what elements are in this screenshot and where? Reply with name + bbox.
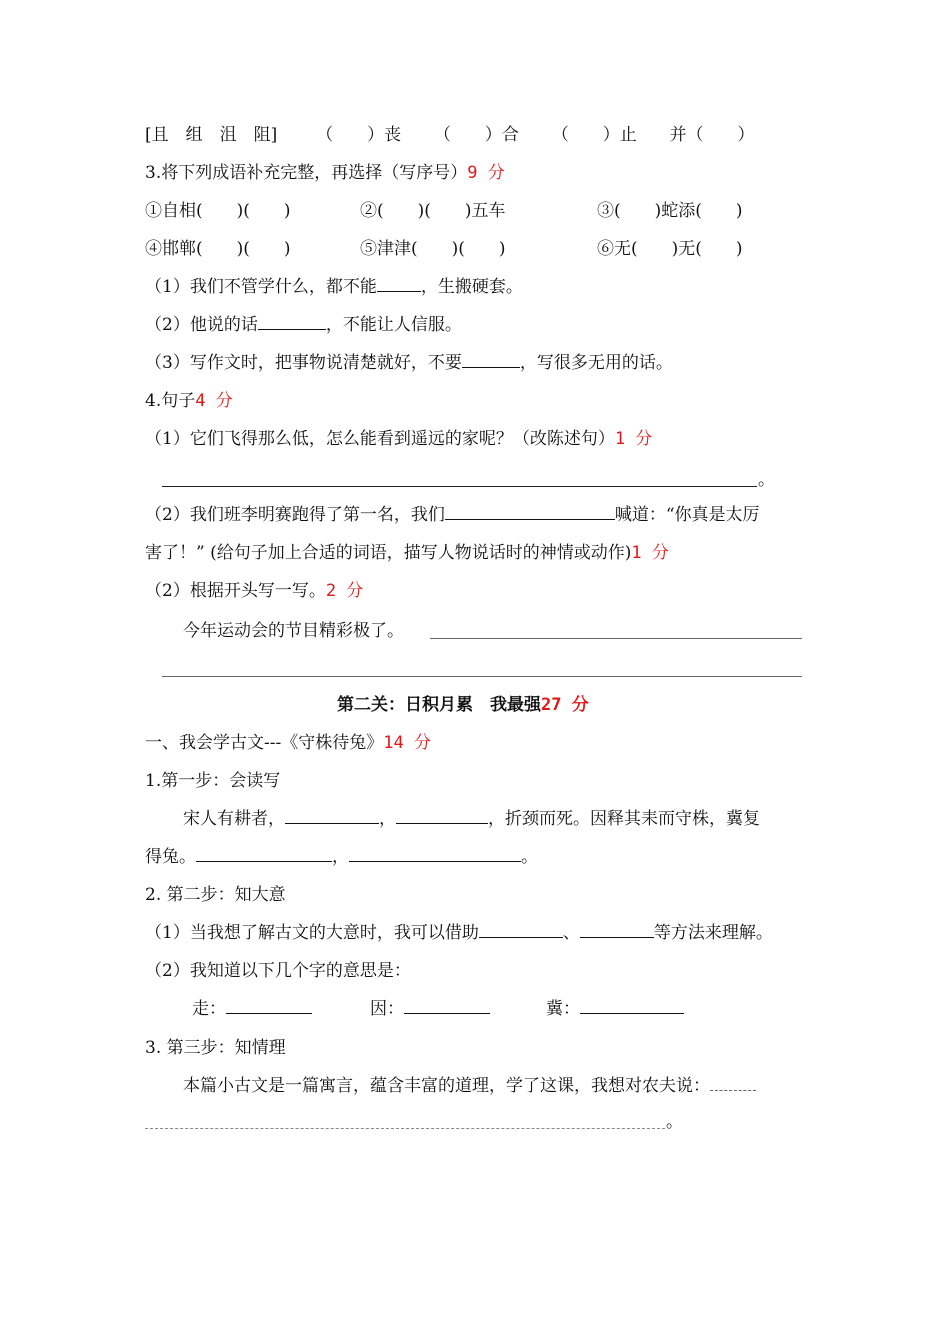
section2-title: 第二关：日积月累 我最强27 分 (337, 695, 589, 715)
word-ji: 冀： (546, 999, 580, 1019)
idiom-row-2 (145, 237, 743, 261)
q4-s1-end: 。 (758, 470, 775, 490)
q4-title: 4.句子4 分 (145, 391, 233, 411)
q4-sentence-2-cont: 害了！” (给句子加上合适的词语，描写人物说话时的神情或动作)1 分 (145, 543, 669, 563)
step3: 3. 第三步：知情理 (145, 1038, 286, 1058)
moral-line: 本篇小古文是一篇寓言，蕴含丰富的道理，学了这课，我想对农夫说： (183, 1074, 756, 1098)
radical-blank-1[interactable]: （ ）丧 (316, 125, 402, 145)
step2-blank-1[interactable] (479, 921, 563, 938)
q4-sentence-1: （1）它们飞得那么低，怎么能看到遥远的家呢？（改陈述句）1 分 (145, 429, 653, 449)
q4-answer-line-2[interactable] (430, 638, 802, 639)
q3-sentence-2: （2）他说的话 ，不能让人信服。 (145, 315, 462, 335)
q4-answer-line-3[interactable] (162, 676, 802, 677)
text-blank-2[interactable] (396, 807, 488, 824)
step2-blank-2[interactable] (580, 921, 654, 938)
step1: 1.第一步：会读写 (145, 771, 281, 791)
idiom-2[interactable]: ②( )( )五车 (360, 201, 506, 221)
q3-title: 3.将下列成语补充完整，再选择（写序号）9 分 (145, 163, 505, 183)
q3-sentence-1: （1）我们不管学什么，都不能 ，生搬硬套。 (145, 277, 523, 297)
idiom-1[interactable]: ①自相( )( ) (145, 201, 291, 221)
q3-score: 9 分 (467, 163, 505, 183)
word-ji-blank[interactable] (580, 997, 684, 1014)
moral-end: 。 (666, 1112, 683, 1132)
section2-score: 27 分 (541, 695, 589, 715)
word-zou: 走： (192, 999, 226, 1019)
q4-answer-line-1[interactable] (162, 486, 757, 487)
idiom-3[interactable]: ③( )蛇添( ) (597, 201, 743, 221)
step2-q2: （2）我知道以下几个字的意思是： (145, 961, 411, 981)
text-line-2: 得兔。 ， 。 (145, 847, 538, 867)
q4-score: 4 分 (195, 391, 233, 411)
part1-title: 一、我会学古文---《守株待兔》14 分 (145, 733, 431, 753)
text-blank-1[interactable] (285, 807, 379, 824)
part1-score: 14 分 (383, 733, 431, 753)
word-meanings (192, 997, 684, 1021)
text-line-1: 宋人有耕者， ， ，折颈而死。因释其耒而守株，冀复 (183, 809, 760, 829)
radical-blank-2[interactable]: （ ）合 (433, 125, 519, 145)
q4-s3-score: 2 分 (325, 581, 364, 601)
q3-blank-3[interactable] (462, 351, 520, 368)
step2: 2. 第二步：知大意 (145, 885, 286, 905)
step2-q1: （1）当我想了解古文的大意时，我可以借助 、 等方法来理解。 (145, 923, 773, 943)
word-yin-blank[interactable] (404, 997, 490, 1014)
q4-s1-score: 1 分 (614, 429, 653, 449)
radical-group: [且 组 沮 阻] (145, 125, 278, 145)
q4-s2-score: 1 分 (631, 543, 669, 563)
q3-sentence-3: （3）写作文时，把事物说清楚就好，不要 ，写很多无用的话。 (145, 353, 673, 373)
moral-answer-line[interactable] (145, 1128, 665, 1129)
moral-blank-start[interactable] (710, 1074, 756, 1091)
word-zou-blank[interactable] (226, 997, 312, 1014)
q4-s3-start: 今年运动会的节目精彩极了。 (183, 621, 404, 641)
text-blank-3[interactable] (196, 845, 332, 862)
radical-row (145, 123, 755, 147)
q3-blank-2[interactable] (258, 313, 326, 330)
q3-blank-1[interactable] (377, 275, 421, 292)
word-yin: 因： (370, 999, 404, 1019)
idiom-row-1 (145, 199, 743, 223)
radical-blank-3[interactable]: （ ）止 (551, 125, 637, 145)
idiom-6[interactable]: ⑥无( )无( ) (597, 239, 743, 259)
text-blank-4[interactable] (349, 845, 521, 862)
q4-sentence-3: （2）根据开头写一写。2 分 (145, 581, 364, 601)
q4-blank-2[interactable] (445, 503, 615, 520)
idiom-4[interactable]: ④邯郸( )( ) (145, 239, 291, 259)
radical-blank-4[interactable]: 并（ ） (669, 125, 755, 145)
idiom-5[interactable]: ⑤津津( )( ) (360, 239, 506, 259)
q4-sentence-2: （2）我们班李明赛跑得了第一名，我们 喊道：“你真是太厉 (145, 505, 760, 525)
